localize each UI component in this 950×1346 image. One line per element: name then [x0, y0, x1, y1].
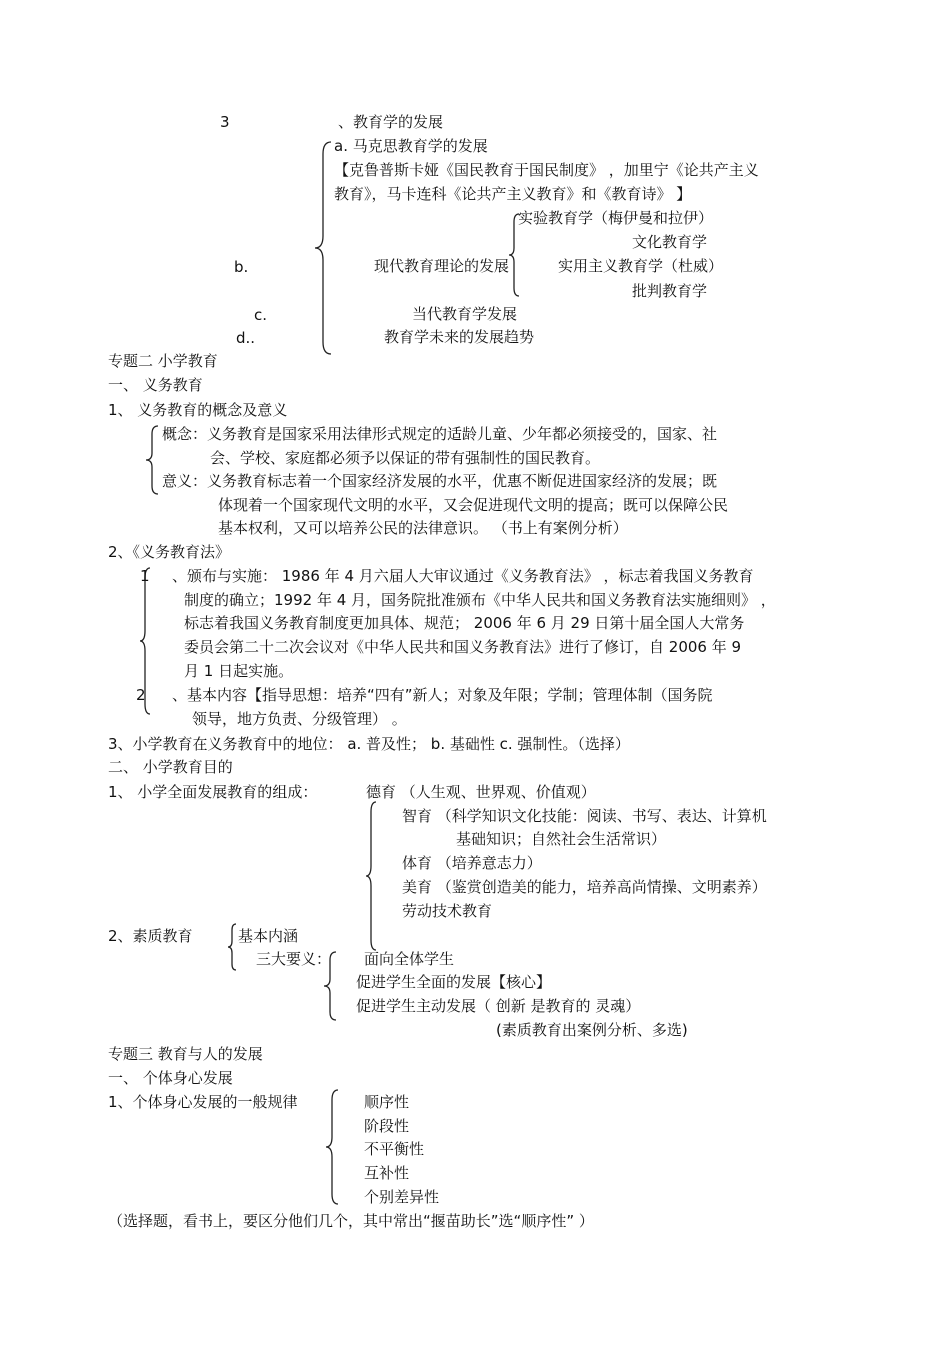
topic-heading: 专题三 教育与人的发展 — [108, 1045, 263, 1063]
subheading: 1、 义务教育的概念及意义 — [108, 401, 288, 419]
rule-item: 个别差异性 — [364, 1188, 440, 1206]
concept-text-line2: 会、学校、家庭都必须予以保证的带有强制性的国民教育。 — [210, 449, 601, 467]
law-content-line1: 、基本内容【指导思想：培养“四有”新人；对象及年限；学制；管理体制（国务院 — [172, 686, 713, 704]
left-brace — [313, 140, 335, 356]
left-brace — [226, 922, 238, 972]
rule-item: 顺序性 — [364, 1093, 410, 1111]
concept-text-line1: 概念：义务教育是国家采用法律形式规定的适龄儿童、少年都必须接受的，国家、社 — [162, 425, 718, 443]
law-promulgation-line4: 委员会第二十二次会议对《中华人民共和国义务教育法》进行了修订，自 2006 年 9 — [184, 638, 742, 656]
heading: 一、 义务教育 — [108, 376, 203, 394]
theory-critical: 批判教育学 — [632, 282, 708, 300]
law-content-line2: 领导，地方负责、分级管理） 。 — [192, 710, 407, 728]
item-d: 教育学未来的发展趋势 — [384, 328, 535, 346]
rule-item: 不平衡性 — [364, 1140, 425, 1158]
left-brace — [364, 800, 378, 952]
law-promulgation-line2: 制度的确立；1992 年 4 月，国务院批准颁布《中华人民共和国义务教育法实施细则》 ， — [184, 591, 776, 609]
goal-labor: 劳动技术教育 — [402, 902, 493, 920]
item-b-label: b. — [234, 258, 249, 276]
quality-three: 三大要义： — [256, 950, 332, 968]
section-number: 3 — [220, 113, 230, 131]
meaning-text-line3: 基本权利，又可以培养公民的法律意识。 （书上有案例分析） — [218, 519, 628, 537]
heading: 一、 个体身心发展 — [108, 1069, 233, 1087]
meaning-text-line2: 体现着一个国家现代文明的水平，又会促进现代文明的提高；既可以保障公民 — [218, 496, 729, 514]
item-b: 现代教育理论的发展 — [374, 257, 510, 275]
item-a: a. 马克思教育学的发展 — [334, 137, 488, 155]
subheading: 2、《义务教育法》 — [108, 543, 231, 561]
item-a-detail-line1: 【克鲁普斯卡娅《国民教育于国民制度》 ，加里宁《论共产主义 — [334, 161, 759, 179]
goal-intellectual-line1: 智育 （科学知识文化技能：阅读、书写、表达、计算机 — [402, 807, 767, 825]
goal-moral: 德育 （人生观、世界观、价值观） — [366, 783, 596, 801]
rule-label: 1、个体身心发展的一般规律 — [108, 1093, 298, 1111]
goal-label: 1、 小学全面发展教育的组成： — [108, 783, 318, 801]
item-c: 当代教育学发展 — [412, 305, 518, 323]
left-brace — [324, 1088, 340, 1206]
law-item-number: 2 — [136, 686, 146, 704]
rule-note: （选择题，看书上，要区分他们几个，其中常出“揠苗助长”选“顺序性” ） — [108, 1212, 594, 1230]
section-title: 、教育学的发展 — [338, 113, 444, 131]
heading: 二、 小学教育目的 — [108, 758, 233, 776]
quality-label: 2、素质教育 — [108, 927, 193, 945]
goal-aesthetic: 美育 （鉴赏创造美的能力，培养高尚情操、文明素养） — [402, 878, 767, 896]
topic-heading: 专题二 小学教育 — [108, 352, 218, 370]
quality-note: (素质教育出案例分析、多选) — [496, 1021, 688, 1039]
item-d-label: d.. — [236, 329, 256, 347]
law-promulgation-line3: 标志着我国义务教育制度更加具体、规范； 2006 年 6 月 29 日第十届全国人大常务 — [184, 614, 745, 632]
goal-intellectual-line2: 基础知识；自然社会生活常识） — [456, 830, 667, 848]
law-promulgation-line5: 月 1 日起实施。 — [184, 662, 294, 680]
theory-pragmatism: 实用主义教育学（杜威） — [558, 257, 724, 275]
meaning-text-line1: 意义：义务教育标志着一个国家经济发展的水平，优惠不断促进国家经济的发展；既 — [162, 472, 718, 490]
law-item-number: 1 — [140, 567, 150, 585]
theory-cultural: 文化教育学 — [632, 233, 708, 251]
quality-basic: 基本内涵 — [238, 927, 299, 945]
quality-requirement: 促进学生主动发展（ 创新 是教育的 灵魂） — [356, 997, 641, 1015]
rule-item: 阶段性 — [364, 1117, 410, 1135]
item-a-detail-line2: 教育》，马卡连科《论共产主义教育》和《教育诗》 】 — [334, 185, 692, 203]
left-brace — [322, 950, 338, 1022]
item-c-label: c. — [254, 306, 268, 324]
subheading: 3、小学教育在义务教育中的地位： a. 普及性； b. 基础性 c. 强制性。（选择） — [108, 735, 630, 753]
goal-physical: 体育 （培养意志力） — [402, 854, 542, 872]
quality-requirement: 促进学生全面的发展【核心】 — [356, 973, 552, 991]
rule-item: 互补性 — [364, 1164, 410, 1182]
law-promulgation-line1: 、颁布与实施： 1986 年 4 月六届人大审议通过《义务教育法》 ，标志着我国义务教育 — [172, 567, 754, 585]
theory-experimental: 实验教育学（梅伊曼和拉伊） — [518, 209, 714, 227]
quality-requirement: 面向全体学生 — [364, 950, 455, 968]
left-brace — [144, 424, 160, 496]
